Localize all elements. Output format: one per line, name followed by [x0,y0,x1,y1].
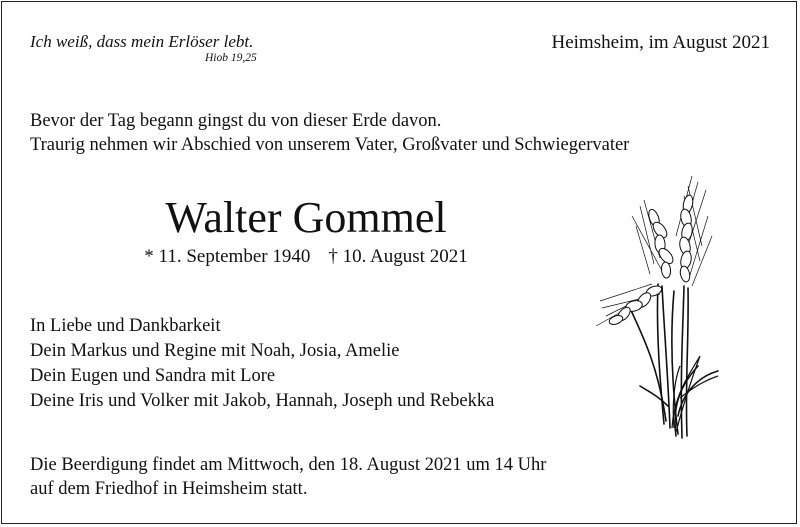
death-date: † 10. August 2021 [328,246,468,267]
family-line: In Liebe und Dankbarkeit [30,316,221,336]
family-line: Deine Iris und Volker mit Jakob, Hannah, Joseph und Rebekka [30,391,495,411]
birth-date: * 11. September 1940 [144,246,311,267]
funeral-line: Die Beerdigung findet am Mittwoch, den 18. August 2021 um 14 Uhr [30,455,547,475]
intro-line: Traurig nehmen wir Abschied von unserem Vater, Großvater und Schwiegervater [30,135,630,155]
family-line: Dein Markus und Regine mit Noah, Josia, Amelie [30,341,400,361]
life-dates [0,246,612,268]
bible-verse: Ich weiß, dass mein Erlöser lebt. [30,32,254,51]
intro-text [30,109,629,157]
bible-verse-source: Hiob 19,25 [205,52,257,64]
intro-line: Bevor der Tag begann gingst du von dieser Erde davon. [30,111,442,131]
deceased-name: Walter Gommel [165,193,447,242]
wheat-ears-icon [588,166,728,441]
funeral-info [30,453,546,501]
funeral-line: auf dem Friedhof in Heimsheim statt. [30,479,308,499]
place-and-date: Heimsheim, im August 2021 [551,32,770,53]
family-signature [30,314,494,414]
family-line: Dein Eugen und Sandra mit Lore [30,366,276,386]
